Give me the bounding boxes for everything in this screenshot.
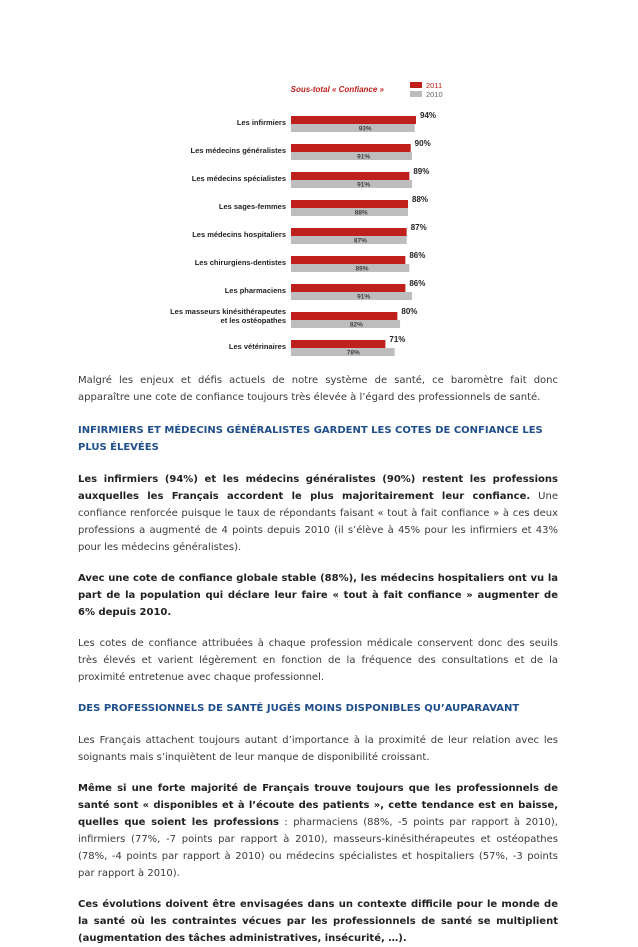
data-label-2011: 89% [413, 167, 430, 176]
category-label: Les médecins hospitaliers [192, 230, 286, 239]
bar-2011 [291, 116, 416, 124]
bar-2010 [291, 208, 408, 216]
data-label-2010: 82% [349, 321, 363, 329]
bar-2011 [291, 228, 407, 236]
bar-2011 [291, 200, 408, 208]
data-label-2010: 93% [358, 125, 372, 133]
paragraph-5-bold: Même si une forte majorité de Français trouve toujours que les professionnels de santé sont « disponibles et à l’écoute des patients », cette tendance est en baisse, quelles que soient les professions [78, 783, 558, 828]
data-label-2011: 88% [412, 195, 429, 204]
data-label-2011: 80% [401, 307, 418, 316]
category-label: Les sages-femmes [218, 202, 286, 211]
data-label-2010: 87% [353, 237, 367, 245]
paragraph-1-bold: Les infirmiers (94%) et les médecins généralistes (90%) restent les professions auxquelles les Français accordent le plus majoritairement leur confiance. [78, 474, 558, 502]
data-label-2010: 91% [357, 293, 371, 301]
data-label-2010: 91% [357, 181, 371, 189]
paragraph-3: Les cotes de confiance attribuées à chaque profession médicale conservent donc des seuils très élevés et varient légèrement en fonction de la fréquence des consultations et de la proximité entretenue avec chaque professionnel. [78, 638, 558, 683]
legend-swatch-2011 [410, 82, 422, 88]
data-label-2010: 88% [354, 209, 368, 217]
bar-2011 [291, 284, 405, 292]
chart-title: Sous-total « Confiance » [290, 85, 384, 94]
paragraph-1-text: Une confiance renforcée puisque le taux de répondants faisant « tout à fait confiance » à ces deux professions a augmenté de 4 points depuis 2010 (il s’élève à 45% pour les infirmiers et 43% pour les médecins généralistes). [78, 491, 558, 553]
document-body [78, 372, 558, 947]
data-label-2011: 90% [414, 139, 431, 148]
data-label-2010: 78% [346, 349, 360, 357]
bar-2010 [291, 264, 409, 272]
bar-2011 [291, 312, 397, 320]
category-label: et les ostéopathes [220, 316, 286, 325]
data-label-2010: 91% [357, 153, 371, 161]
paragraph-2: Avec une cote de confiance globale stable (88%), les médecins hospitaliers ont vu la part de la population qui déclare leur faire « tout à fait confiance » augmenter de 6% depuis 2010. [78, 573, 558, 618]
bar-2010 [291, 152, 412, 160]
bar-2011 [291, 340, 385, 348]
bar-2010 [291, 320, 400, 328]
legend-swatch-2010 [410, 91, 422, 97]
bar-2010 [291, 348, 395, 356]
bar-2011 [291, 172, 409, 180]
bar-2011 [291, 256, 405, 264]
paragraph-6: Ces évolutions doivent être envisagées dans un contexte difficile pour le monde de la santé où les contraintes vécues par les professionnels de santé se multiplient (augmentation des tâches administratives, insécurité, …). [78, 899, 558, 944]
data-label-2011: 87% [410, 223, 427, 232]
bar-2010 [291, 236, 407, 244]
legend-label-2010: 2010 [426, 90, 443, 99]
category-label: Les pharmaciens [224, 286, 286, 295]
category-label: Les masseurs kinésithérapeutes [170, 307, 286, 316]
category-label: Les médecins spécialistes [191, 174, 286, 183]
section-heading-1: INFIRMIERS ET MÉDECINS GÉNÉRALISTES GARDENT LES COTES DE CONFIANCE LES PLUS ÉLEVÉES [78, 425, 543, 453]
bar-2010 [291, 292, 412, 300]
bar-2011 [291, 144, 411, 152]
paragraph-1 [78, 471, 558, 556]
category-label: Les infirmiers [236, 118, 286, 127]
paragraph-4: Les Français attachent toujours autant d’importance à la proximité de leur relation avec les soignants mais s’inquiètent de leur manque de disponibilité croissant. [78, 735, 558, 763]
data-label-2011: 71% [389, 335, 406, 344]
intro-paragraph: Malgré les enjeux et défis actuels de notre système de santé, ce baromètre fait donc apparaître une cote de confiance toujours très élevée à l’égard des professionnels de santé. [78, 375, 558, 403]
paragraph-5 [78, 780, 558, 882]
confidence-bar-chart [0, 0, 638, 370]
category-label: Les chirurgiens-dentistes [194, 258, 286, 267]
bar-2010 [291, 180, 412, 188]
section-heading-2: DES PROFESSIONNELS DE SANTÉ JUGÉS MOINS DISPONIBLES QU’AUPARAVANT [78, 703, 520, 714]
bar-2010 [291, 124, 415, 132]
data-label-2011: 86% [409, 251, 426, 260]
category-label: Les vétérinaires [228, 342, 286, 351]
paragraph-5-text: : pharmaciens (88%, -5 points par rapport à 2010), infirmiers (77%, -7 points par rapport à 2010), masseurs-kinésithérapeutes et ostéopathes (78%, -4 points par rapport à 2010) ou médecins spécialistes et hospitaliers (57%, -3 points par rapport à 2010). [78, 817, 558, 879]
legend-label-2011: 2011 [426, 81, 443, 90]
data-label-2010: 89% [355, 265, 369, 273]
data-label-2011: 94% [420, 111, 437, 120]
data-label-2011: 86% [409, 279, 426, 288]
category-label: Les médecins généralistes [190, 146, 286, 155]
